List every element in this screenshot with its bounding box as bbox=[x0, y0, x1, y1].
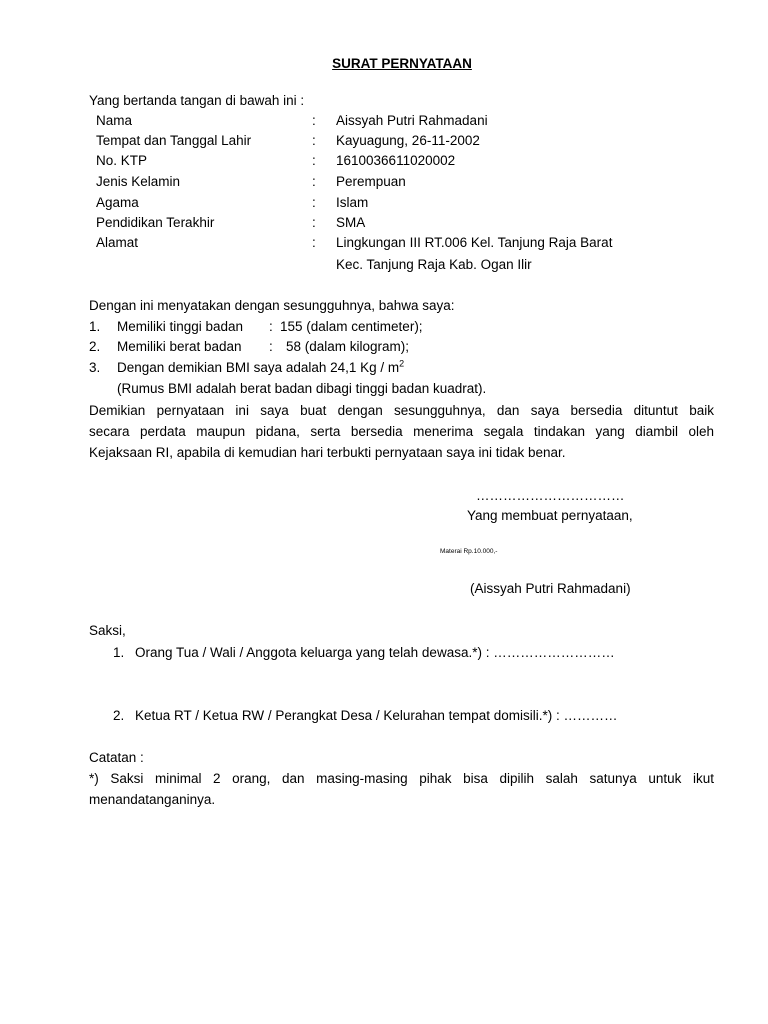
point-bmi-text bbox=[117, 358, 404, 378]
signature-maker-label: Yang membuat pernyataan, bbox=[467, 508, 633, 523]
identity-value: Islam bbox=[336, 195, 369, 210]
point-label: Memiliki tinggi badan bbox=[117, 319, 244, 334]
intro-text: Yang bertanda tangan di bawah ini : bbox=[89, 93, 305, 108]
identity-value: SMA bbox=[336, 215, 366, 230]
notes-line: menandatanganinya. bbox=[89, 792, 216, 807]
identity-value: Kayuagung, 26-11-2002 bbox=[336, 133, 480, 148]
witness-number: 1. bbox=[113, 645, 125, 660]
identity-colon: : bbox=[312, 153, 316, 168]
point-number: 2. bbox=[89, 339, 101, 354]
identity-value-continued: Kec. Tanjung Raja Kab. Ogan Ilir bbox=[336, 257, 532, 272]
identity-value: 1610036611020002 bbox=[336, 153, 456, 168]
point-value: 155 (dalam centimeter); bbox=[280, 319, 423, 334]
notes-heading: Catatan : bbox=[89, 750, 144, 765]
identity-colon: : bbox=[312, 174, 316, 189]
identity-colon: : bbox=[312, 133, 316, 148]
point-separator: : bbox=[269, 319, 273, 334]
witness-number: 2. bbox=[113, 708, 125, 723]
point-bmi-exponent: 2 bbox=[399, 358, 405, 369]
identity-colon: : bbox=[312, 195, 316, 210]
identity-label: Nama bbox=[96, 113, 133, 128]
identity-colon: : bbox=[312, 235, 316, 250]
identity-label: Pendidikan Terakhir bbox=[96, 215, 215, 230]
identity-value: Aissyah Putri Rahmadani bbox=[336, 113, 488, 128]
identity-value: Lingkungan III RT.006 Kel. Tanjung Raja Barat bbox=[336, 235, 613, 250]
identity-colon: : bbox=[312, 113, 316, 128]
point-separator: : bbox=[269, 339, 273, 354]
identity-label: Alamat bbox=[96, 235, 139, 250]
point-bmi-note: (Rumus BMI adalah berat badan dibagi tinggi badan kuadrat). bbox=[117, 381, 487, 396]
notes-line: *) Saksi minimal 2 orang, dan masing-masing pihak bisa dipilih salah satunya untuk ikut bbox=[89, 771, 714, 786]
closing-line: secara perdata maupun pidana, serta bersedia menerima segala tindakan yang diambil oleh bbox=[89, 424, 714, 439]
stamp-duty-label: Materai Rp.10.000,- bbox=[440, 548, 498, 555]
witness-line: Ketua RT / Ketua RW / Perangkat Desa / Kelurahan tempat domisili.*) : ………… bbox=[135, 708, 618, 723]
point-number: 3. bbox=[89, 360, 101, 375]
identity-label: No. KTP bbox=[96, 153, 148, 168]
notes-paragraph bbox=[89, 768, 714, 810]
statement-intro: Dengan ini menyatakan dengan sesungguhnya, bahwa saya: bbox=[89, 298, 455, 313]
point-bmi-main: Dengan demikian BMI saya adalah 24,1 Kg / m bbox=[117, 360, 400, 375]
witness-line: Orang Tua / Wali / Anggota keluarga yang telah dewasa.*) : ……………………… bbox=[135, 645, 615, 660]
point-number: 1. bbox=[89, 319, 101, 334]
closing-line: Demikian pernyataan ini saya buat dengan sesungguhnya, dan saya bersedia dituntut baik bbox=[89, 403, 714, 418]
closing-paragraph bbox=[89, 400, 714, 463]
point-label: Memiliki berat badan bbox=[117, 339, 242, 354]
closing-line: Kejaksaan RI, apabila di kemudian hari terbukti pernyataan saya ini tidak benar. bbox=[89, 445, 566, 460]
identity-colon: : bbox=[312, 215, 316, 230]
identity-label: Tempat dan Tanggal Lahir bbox=[96, 133, 252, 148]
document-title: SURAT PERNYATAAN bbox=[332, 56, 472, 71]
signature-dots: …………………………… bbox=[476, 488, 625, 503]
identity-value: Perempuan bbox=[336, 174, 406, 189]
point-value: 58 (dalam kilogram); bbox=[286, 339, 410, 354]
identity-label: Agama bbox=[96, 195, 139, 210]
signatory-name: (Aissyah Putri Rahmadani) bbox=[470, 581, 631, 596]
identity-label: Jenis Kelamin bbox=[96, 174, 181, 189]
witness-heading: Saksi, bbox=[89, 623, 126, 638]
